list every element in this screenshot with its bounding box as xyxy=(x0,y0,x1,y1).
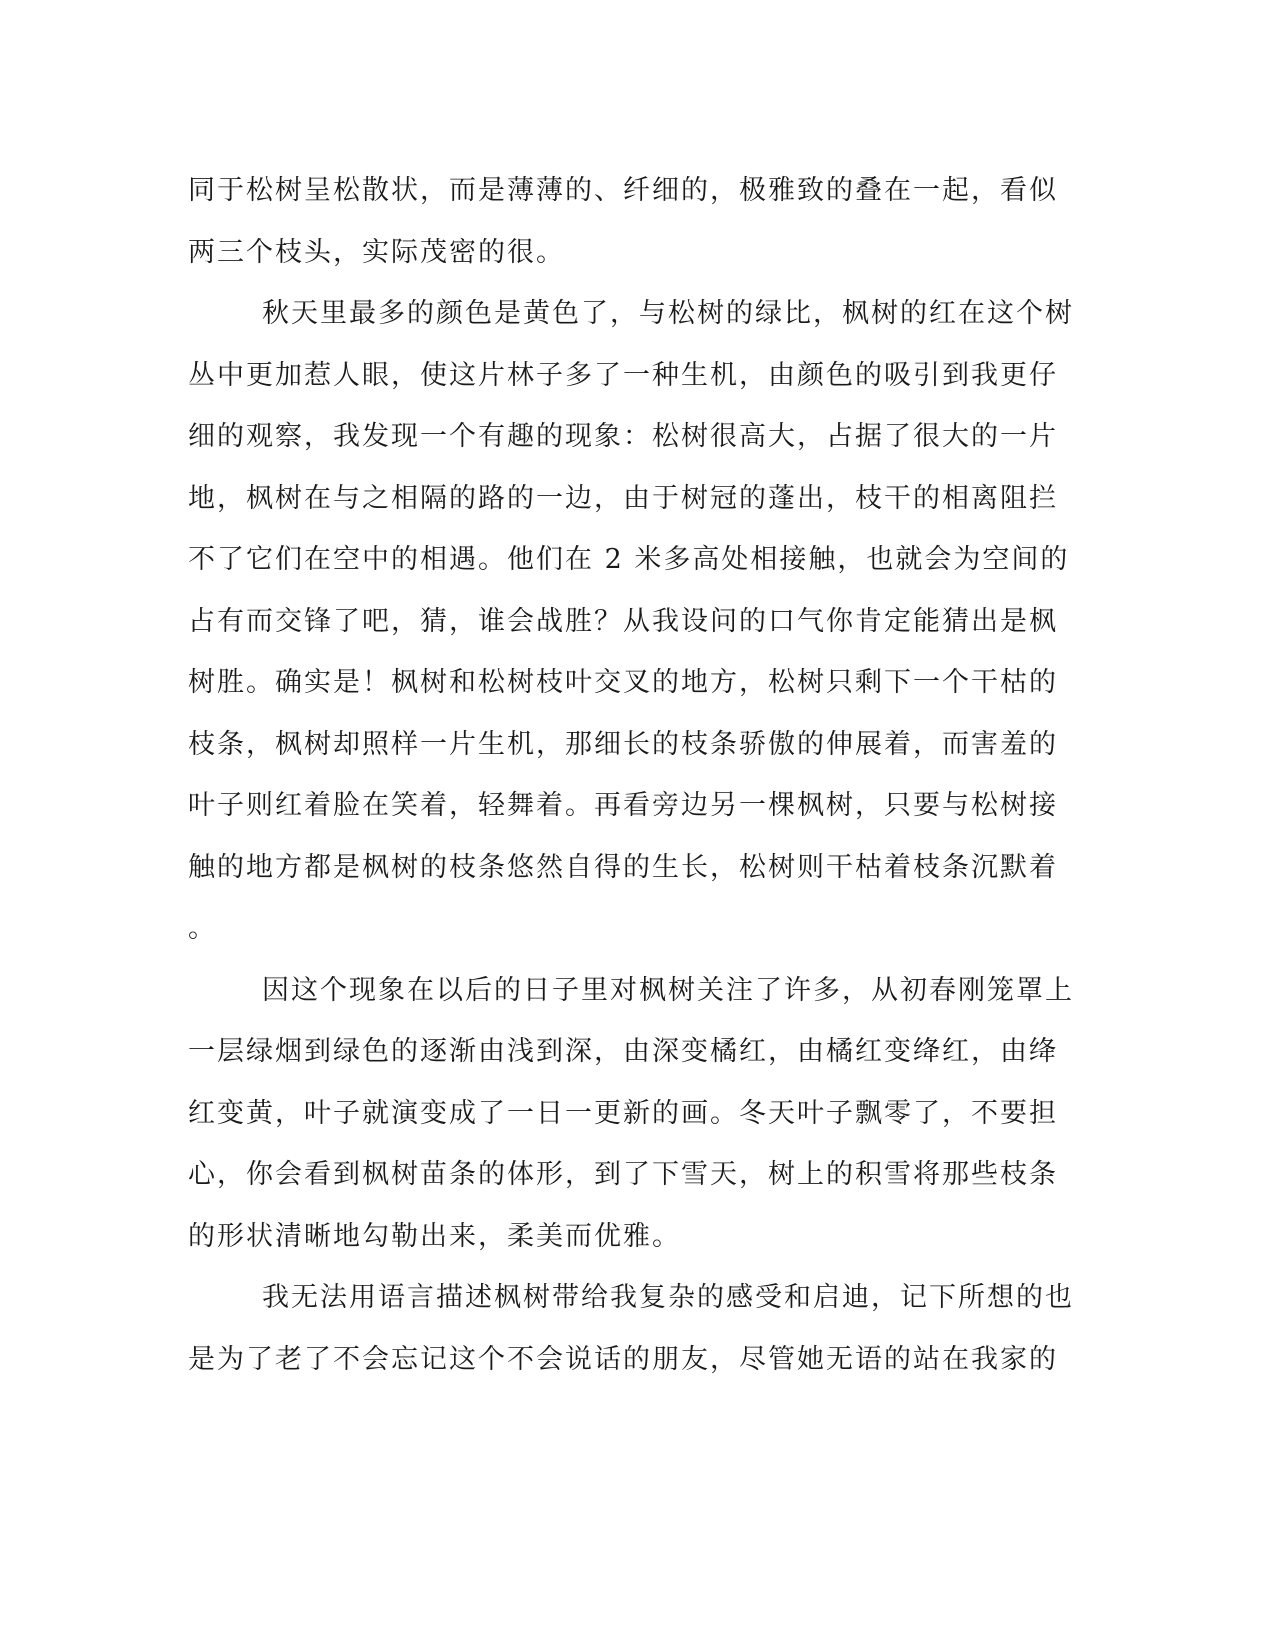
text-line: 叶子则红着脸在笑着，轻舞着。再看旁边另一棵枫树，只要与松树接 xyxy=(188,790,1058,821)
text-line: 秋天里最多的颜色是黄色了，与松树的绿比，枫树的红在这个树 xyxy=(262,298,1074,329)
text-line: 心，你会看到枫树苗条的体形，到了下雪天，树上的积雪将那些枝条 xyxy=(188,1159,1058,1190)
text-line: 触的地方都是枫树的枝条悠然自得的生长，松树则干枯着枝条沉默着 xyxy=(188,851,1058,883)
text-line: 红变黄，叶子就演变成了一日一更新的画。冬天叶子飘零了，不要担 xyxy=(188,1097,1058,1129)
text-line: 不了它们在空中的相遇。他们在 2 米多高处相接触，也就会为空间的 xyxy=(188,544,1070,575)
text-line: 枝条，枫树却照样一片生机，那细长的枝条骄傲的伸展着，而害羞的 xyxy=(188,728,1058,760)
text-line: 占有而交锋了吧，猜，谁会战胜？从我设问的口气你肯定能猜出是枫 xyxy=(188,605,1058,637)
text-line: 丛中更加惹人眼，使这片林子多了一种生机，由颜色的吸引到我更仔 xyxy=(188,359,1058,391)
text-line: 树胜。确实是！枫树和松树枝叶交叉的地方，松树只剩下一个干枯的 xyxy=(188,667,1058,698)
text-line: 两三个枝头，实际茂密的很。 xyxy=(188,236,565,268)
text-line: 因这个现象在以后的日子里对枫树关注了许多，从初春刚笼罩上 xyxy=(262,974,1074,1006)
text-line: 一层绿烟到绿色的逐渐由浅到深，由深变橘红，由橘红变绛红，由绛 xyxy=(188,1036,1058,1067)
text-line: 的形状清晰地勾勒出来，柔美而优雅。 xyxy=(188,1220,681,1252)
text-line: 地，枫树在与之相隔的路的一边，由于树冠的蓬出，枝干的相离阻拦 xyxy=(188,482,1058,514)
text-line: 我无法用语言描述枫树带给我复杂的感受和启迪，记下所想的也 xyxy=(262,1282,1074,1313)
text-line: 是为了老了不会忘记这个不会说话的朋友，尽管她无语的站在我家的 xyxy=(188,1343,1058,1375)
text-line: 细的观察，我发现一个有趣的现象：松树很高大，占据了很大的一片 xyxy=(188,421,1058,452)
text-line: 。 xyxy=(188,913,217,944)
text-line: 同于松树呈松散状，而是薄薄的、纤细的，极雅致的叠在一起，看似 xyxy=(188,175,1058,206)
body-text xyxy=(188,160,1088,1390)
